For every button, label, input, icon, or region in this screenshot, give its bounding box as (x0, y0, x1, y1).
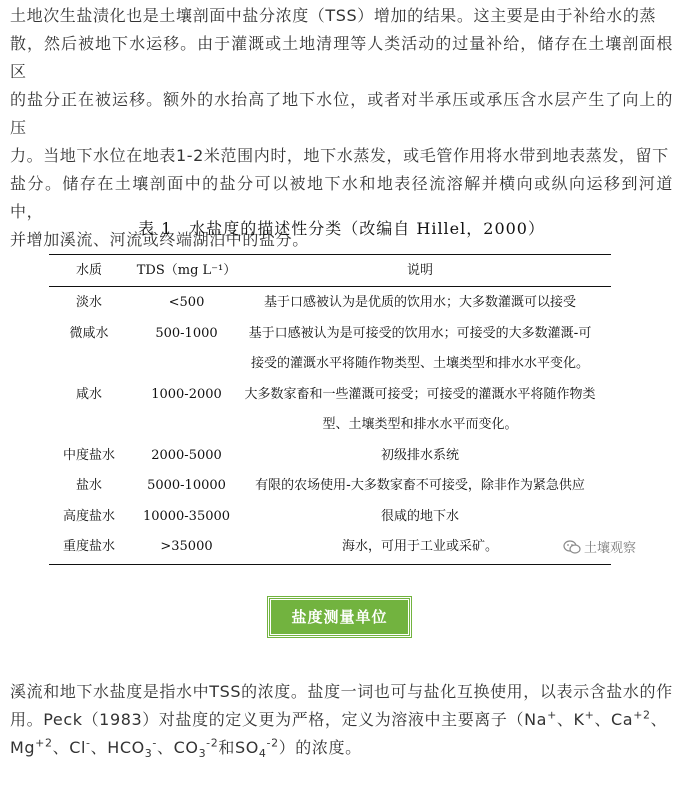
row-quality: 盐水 (75, 478, 102, 493)
row-description: 很咸的地下水 (380, 509, 459, 524)
ion-subscript: 3 (198, 747, 207, 761)
row-quality: 重度盐水 (62, 539, 115, 554)
row-tds: 2000-5000 (151, 448, 222, 463)
ion-charge: -2 (206, 736, 219, 750)
intro-line: 土地次生盐渍化也是土壤剖面中盐分浓度（TSS）增加的结果。这主要是由于补给水的蒸 (10, 6, 657, 25)
wechat-icon (563, 540, 581, 554)
ion-charge: + (547, 708, 557, 722)
ion-charge: -2 (266, 736, 279, 750)
row-description: 海水，可用于工业或采矿。 (341, 539, 498, 554)
ion-text: 、K (556, 710, 585, 729)
row-tds: 1000-2000 (151, 387, 222, 402)
ion-charge: + (584, 708, 595, 722)
ion-charge: - (152, 736, 157, 750)
row-description: 有限的农场使用-大多数家畜不可接受，除非作为紧急供应 (255, 478, 585, 493)
ion-text: 、Ca (594, 710, 634, 729)
intro-line: 力。当地下水位在地表1-2米范围内时，地下水蒸发，或毛管作用将水带到地表蒸发，留下 (10, 146, 669, 165)
row-quality: 微咸水 (69, 326, 109, 341)
ion-subscript: 4 (258, 747, 267, 761)
ion-charge: - (86, 736, 91, 750)
row-tds: <500 (168, 295, 205, 310)
row-description: 大多数家畜和一些灌溉可接受；可接受的灌溉水平将随作物类 (244, 387, 596, 402)
table-caption: 表 1 水盐度的描述性分类（改编自 Hillel，2000） (138, 219, 545, 238)
header-tds: TDS（mg L⁻¹） (136, 263, 237, 278)
row-tds: 10000-35000 (142, 509, 231, 524)
intro-line: 的盐分正在被运移。额外的水抬高了地下水位，或者对半承压或承压含水层产生了向上的压 (10, 90, 673, 137)
row-tds: 5000-10000 (147, 478, 226, 493)
ion-text: 、CO (156, 738, 199, 757)
ion-text: Mg (10, 738, 36, 757)
row-description-cont: 型、土壤类型和排水水平而变化。 (322, 417, 518, 432)
salinity-definition-paragraph (10, 678, 673, 762)
intro-line: 并增加溪流、河流或终端湖泊中的盐分。 (10, 230, 309, 249)
body-line: 用。Peck（1983）对盐度的定义更为严格，定义为溶液中主要离子（Na (10, 710, 548, 729)
row-quality: 高度盐水 (62, 509, 115, 524)
watermark (563, 537, 636, 556)
intro-line: 散，然后被地下水运移。由于灌溉或土地清理等人类活动的过量补给，储存在土壤剖面根区 (10, 34, 673, 81)
ion-charge: +2 (633, 708, 651, 722)
row-description: 初级排水系统 (380, 448, 459, 463)
row-description: 基于口感被认为是可接受的饮用水；可接受的大多数灌溉-可 (248, 326, 592, 341)
row-tds: 500-1000 (155, 326, 218, 341)
ion-text: 和SO (218, 738, 259, 757)
watermark-text: 土壤观察 (584, 541, 637, 556)
row-quality: 中度盐水 (62, 448, 115, 463)
ion-text: 、HCO (90, 738, 145, 757)
intro-line: 盐分。储存在土壤剖面中的盐分可以被地下水和地表径流溶解并横向或纵向运移到河道中， (10, 174, 673, 221)
row-tds: >35000 (160, 539, 213, 554)
ion-text: ）的浓度。 (278, 738, 362, 757)
header-description: 说明 (406, 263, 433, 278)
row-quality: 淡水 (75, 295, 102, 310)
row-quality: 咸水 (75, 387, 102, 402)
body-line: 溪流和地下水盐度是指水中TSS的浓度。盐度一词也可与盐化互换使用，以表示含盐水的作 (10, 682, 673, 701)
ion-subscript: 3 (144, 747, 153, 761)
row-description-cont: 接受的灌溉水平将随作物类型、土壤类型和排水水平变化。 (250, 356, 589, 371)
row-description: 基于口感被认为是优质的饮用水；大多数灌溉可以接受 (263, 295, 576, 310)
header-quality: 水质 (75, 263, 102, 278)
salinity-table (49, 254, 611, 565)
section-heading: 盐度测量单位 (268, 597, 411, 637)
header-divider (49, 286, 611, 287)
ion-text: 、 (650, 710, 668, 729)
ion-text: 、Cl (52, 738, 87, 757)
ion-charge: +2 (35, 736, 53, 750)
